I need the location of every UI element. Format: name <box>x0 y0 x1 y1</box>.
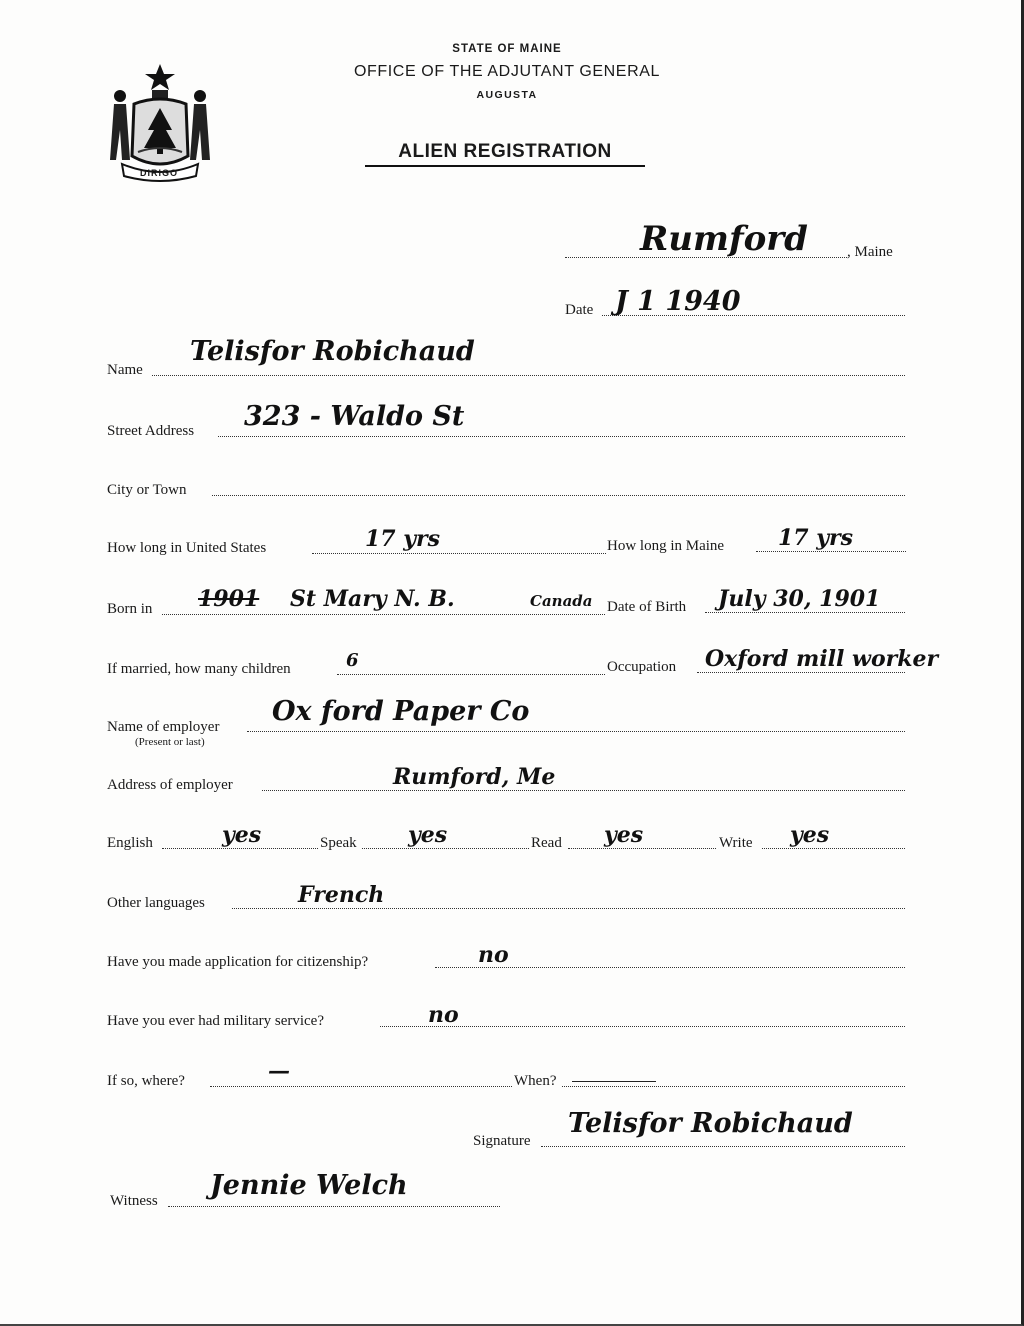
dob-line <box>705 612 905 613</box>
where-label: If so, where? <box>107 1073 185 1089</box>
how-long-us-label: How long in United States <box>107 540 267 556</box>
how-long-me-value: 17 yrs <box>778 525 854 551</box>
read-value: yes <box>604 822 644 848</box>
street-line <box>218 436 905 437</box>
signature-label: Signature <box>473 1133 531 1149</box>
when-line <box>562 1086 905 1087</box>
header-state: STATE OF MAINE <box>452 43 562 55</box>
born-value: St Mary N. B. <box>290 586 455 612</box>
employer-address-value: Rumford, Me <box>393 764 556 790</box>
town-value: Rumford <box>640 219 808 259</box>
english-label: English <box>107 835 153 851</box>
town-suffix: , Maine <box>847 244 893 260</box>
form-header <box>300 40 714 101</box>
how-long-us-value: 17 yrs <box>365 526 441 552</box>
witness-value: Jennie Welch <box>210 1170 408 1201</box>
when-dash <box>572 1081 656 1082</box>
date-label: Date <box>565 302 594 318</box>
military-label: Have you ever had military service? <box>107 1013 324 1029</box>
name-line <box>152 375 905 376</box>
witness-label: Witness <box>110 1193 158 1209</box>
dob-value: July 30, 1901 <box>718 586 881 612</box>
born-struck-value: 1901 <box>198 586 260 612</box>
city-label: City or Town <box>107 482 187 498</box>
citizenship-value: no <box>478 942 509 968</box>
children-value: 6 <box>346 650 359 671</box>
other-lang-line <box>232 908 905 909</box>
employer-line <box>247 731 905 732</box>
occupation-label: Occupation <box>607 659 677 675</box>
speak-value: yes <box>408 822 448 848</box>
maine-state-seal <box>108 60 212 184</box>
header-office: OFFICE OF THE ADJUTANT GENERAL <box>353 63 661 80</box>
date-value: J 1 1940 <box>615 286 741 317</box>
street-value: 323 - Waldo St <box>244 401 465 432</box>
how-long-me-label: How long in Maine <box>607 538 725 554</box>
how-long-me-line <box>756 551 906 552</box>
name-label: Name <box>107 362 143 378</box>
english-line <box>162 848 318 849</box>
children-label: If married, how many children <box>107 661 291 677</box>
occupation-line <box>697 672 905 673</box>
signature-line <box>541 1146 905 1147</box>
write-label: Write <box>719 835 753 851</box>
military-value: no <box>428 1002 459 1028</box>
children-line <box>337 674 605 675</box>
name-value: Telisfor Robichaud <box>190 336 475 367</box>
form-title: ALIEN REGISTRATION <box>365 141 645 167</box>
employer-address-label: Address of employer <box>107 777 233 793</box>
write-line <box>762 848 905 849</box>
dob-label: Date of Birth <box>607 599 687 615</box>
citizenship-label: Have you made application for citizenship? <box>107 954 369 970</box>
employer-sublabel: (Present or last) <box>135 736 205 748</box>
born-line <box>162 614 605 615</box>
street-label: Street Address <box>107 423 195 439</box>
read-label: Read <box>531 835 562 851</box>
military-line <box>380 1026 905 1027</box>
write-value: yes <box>790 822 830 848</box>
employer-value: Ox ford Paper Co <box>272 696 530 727</box>
speak-line <box>362 848 529 849</box>
where-line <box>210 1086 512 1087</box>
speak-label: Speak <box>320 835 357 851</box>
read-line <box>568 848 716 849</box>
english-value: yes <box>222 822 262 848</box>
city-line <box>212 495 905 496</box>
signature-value: Telisfor Robichaud <box>568 1108 853 1139</box>
seal-motto: DIRIGO <box>140 168 179 178</box>
header-city: AUGUSTA <box>476 89 538 101</box>
where-value: — <box>268 1058 290 1084</box>
employer-label: Name of employer <box>107 719 220 735</box>
occupation-value: Oxford mill worker <box>705 646 939 672</box>
born-label: Born in <box>107 601 153 617</box>
other-lang-label: Other languages <box>107 895 205 911</box>
how-long-us-line <box>312 553 606 554</box>
witness-line <box>168 1206 500 1207</box>
employer-address-line <box>262 790 905 791</box>
born-country: Canada <box>530 592 593 610</box>
when-label: When? <box>514 1073 557 1089</box>
other-lang-value: French <box>298 882 385 908</box>
